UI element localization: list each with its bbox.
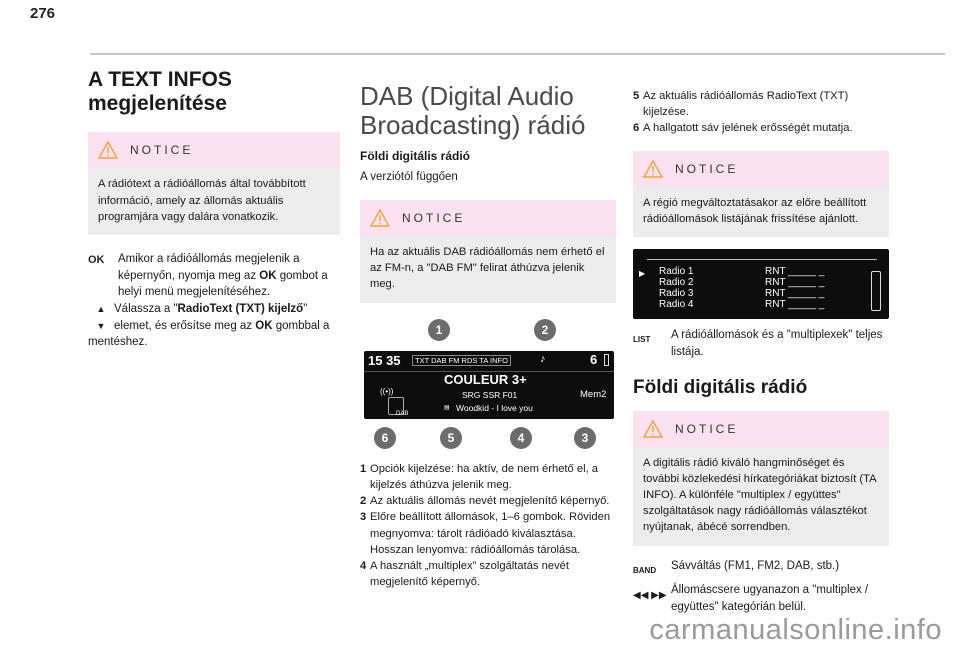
notice-box bbox=[633, 151, 889, 237]
arrow-down-icon: ▼ bbox=[96, 320, 106, 331]
notice-header bbox=[360, 200, 616, 236]
screen-dab-label: DAB bbox=[396, 410, 409, 417]
station-row-rnt: RNT _____ _ bbox=[765, 288, 825, 300]
screen-ta-icon: ♪ bbox=[540, 352, 546, 365]
screen-mem-preset: Mem2 bbox=[580, 388, 607, 400]
section-title-text-infos bbox=[88, 68, 340, 116]
callout-2: 2 bbox=[534, 319, 556, 341]
dab-title: DAB (Digital Audio Broadcasting) rádió bbox=[360, 81, 586, 140]
callout-3: 3 bbox=[574, 427, 596, 449]
screen-station-name: COULEUR 3+ bbox=[444, 371, 527, 387]
column-text-infos bbox=[88, 68, 340, 351]
notice-label: NOTICE bbox=[402, 210, 466, 225]
callout-5: 5 bbox=[440, 427, 462, 449]
page-number: 276 bbox=[30, 5, 56, 22]
section-title-terrestrial: Földi digitális rádió bbox=[633, 376, 808, 398]
list-instruction-text: A rádióállomások és a "multiplexek" teljes listája. bbox=[671, 329, 883, 358]
band-instruction-text: Sávváltás (FM1, FM2, DAB, stb.) bbox=[671, 559, 840, 572]
band-button-icon: BAND bbox=[633, 565, 657, 575]
callout-6: 6 bbox=[374, 427, 396, 449]
screen-signal-strength: 6 bbox=[590, 351, 598, 367]
play-icon: ▶ bbox=[639, 269, 646, 279]
seek-instruction bbox=[633, 582, 889, 615]
notice-label: NOTICE bbox=[675, 421, 739, 436]
station-row-name: Radio 2 bbox=[659, 277, 694, 289]
legend-item: 1 Opciók kijelzése: ha aktív, de nem érhető el, a kijelzés áthúzva jelenik meg. bbox=[360, 462, 599, 491]
notice-text: Ha az aktuális DAB rádióállomás nem érhető el az FM-n, a "DAB FM" felirat áthúzva jelenik meg. bbox=[370, 245, 605, 291]
band-instruction bbox=[633, 558, 889, 575]
legend-item: 5 Az aktuális rádióállomás RadioText (TXT) kijelzése. bbox=[633, 90, 849, 119]
screen-option-tags: TXT DAB FM RDS TA INFO bbox=[412, 355, 511, 366]
ok-instruction-text: Amikor a rádióállomás megjelenik a képernyőn, nyomja meg az OK gombot a helyi menü megjelenítéséhez. bbox=[118, 252, 328, 299]
dab-display-screen bbox=[364, 351, 614, 419]
notice-header bbox=[633, 411, 889, 447]
legend-item: 6 A hallgatott sáv jelének erősségét mutatja. bbox=[633, 122, 853, 135]
station-row-name: Radio 4 bbox=[659, 299, 694, 311]
notice-box bbox=[633, 411, 889, 546]
station-row-rnt: RNT _____ _ bbox=[765, 277, 825, 289]
arrow-up-icon: ▲ bbox=[96, 304, 106, 314]
station-list-screen bbox=[633, 249, 889, 319]
scrollbar-icon bbox=[871, 271, 881, 311]
warning-icon bbox=[370, 209, 390, 227]
watermark: carmanualsonline.info bbox=[649, 614, 942, 646]
notice-text: A rádiótext a rádióállomás által továbbított információ, amely az állomás aktuális programjára vagy dalára vonatkozik. bbox=[98, 178, 306, 223]
station-rnt bbox=[765, 266, 824, 310]
signal-bar-icon bbox=[604, 354, 609, 366]
legend-item: 2 Az aktuális állomás nevét megjelenítő képernyő. bbox=[360, 495, 610, 508]
seek-instruction-text: Állomáscsere ugyanazon a "multiplex / együttes" kategórián belül. bbox=[671, 584, 869, 614]
notice-label: NOTICE bbox=[130, 143, 194, 158]
seek-arrows-icon: ◀◀ ▶▶ bbox=[633, 590, 667, 602]
broadcast-icon: ((•)) bbox=[380, 386, 394, 396]
notice-header bbox=[633, 151, 889, 187]
title-line-2: megjelenítése bbox=[88, 92, 227, 116]
subtitle-terrestrial: Földi digitális rádió bbox=[360, 149, 471, 164]
screen-time: 15 35 bbox=[368, 352, 401, 368]
screen-song-text: Woodkid - I love you bbox=[456, 402, 533, 413]
notice-header bbox=[88, 132, 340, 168]
callout-4: 4 bbox=[510, 427, 532, 449]
legend-item: 3 Előre beállított állomások, 1–6 gombok. Röviden megnyomva: tárolt rádióadó kiválasztása. Hosszan lenyomva: rádióállomás tárolása. bbox=[360, 511, 611, 556]
warning-icon bbox=[643, 160, 663, 178]
station-row-rnt: RNT _____ _ bbox=[765, 266, 825, 278]
list-button-icon: LIST bbox=[633, 335, 651, 345]
select-instruction: ▲ Válassza a "RadioText (TXT) kijelző" bbox=[88, 301, 340, 318]
ok-instruction bbox=[88, 251, 340, 301]
warning-icon bbox=[98, 141, 118, 159]
station-row-name: Radio 3 bbox=[659, 288, 694, 300]
confirm-instruction: ▼ elemet, és erősítse meg az OK gombbal a mentéshez. bbox=[88, 319, 330, 349]
notice-text: A digitális rádió kiváló hangminőséget és további közlekedési hírkategóriákat biztosít (TA INFO). A különféle "multiplex / együttes" szolgáltatások nagy rádióállomás választékot nyújtanak, ábécé sorrendben. bbox=[643, 456, 876, 534]
title-line-1: A TEXT INFOS bbox=[88, 68, 232, 91]
version-note: A verziótól függően bbox=[360, 171, 458, 184]
column-dab bbox=[360, 82, 616, 590]
screen-multiplex-name: SRG SSR F01 bbox=[462, 389, 518, 400]
legend-list bbox=[360, 461, 616, 591]
notice-text: A régió megváltoztatásakor az előre beállított rádióállomások listájának frissítése ajánlott. bbox=[643, 196, 867, 225]
dab-screen-figure bbox=[360, 319, 616, 449]
station-names bbox=[659, 266, 693, 310]
notice-box bbox=[88, 132, 340, 235]
top-rule bbox=[90, 53, 945, 55]
warning-icon bbox=[643, 420, 663, 438]
station-row-rnt: RNT _____ _ bbox=[765, 299, 825, 311]
notice-box bbox=[360, 200, 616, 303]
ok-button-icon: OK bbox=[88, 253, 105, 266]
list-instruction bbox=[633, 327, 889, 360]
column-terrestrial bbox=[633, 88, 889, 616]
legend-list-continued bbox=[633, 88, 889, 137]
callout-1: 1 bbox=[428, 319, 450, 341]
station-row-name: Radio 1 bbox=[659, 266, 694, 278]
notice-label: NOTICE bbox=[675, 161, 739, 176]
radiotext-icon: ▤ bbox=[444, 404, 450, 411]
legend-item: 4 A használt „multiplex” szolgáltatás nevét megjelenítő képernyő. bbox=[360, 559, 569, 589]
